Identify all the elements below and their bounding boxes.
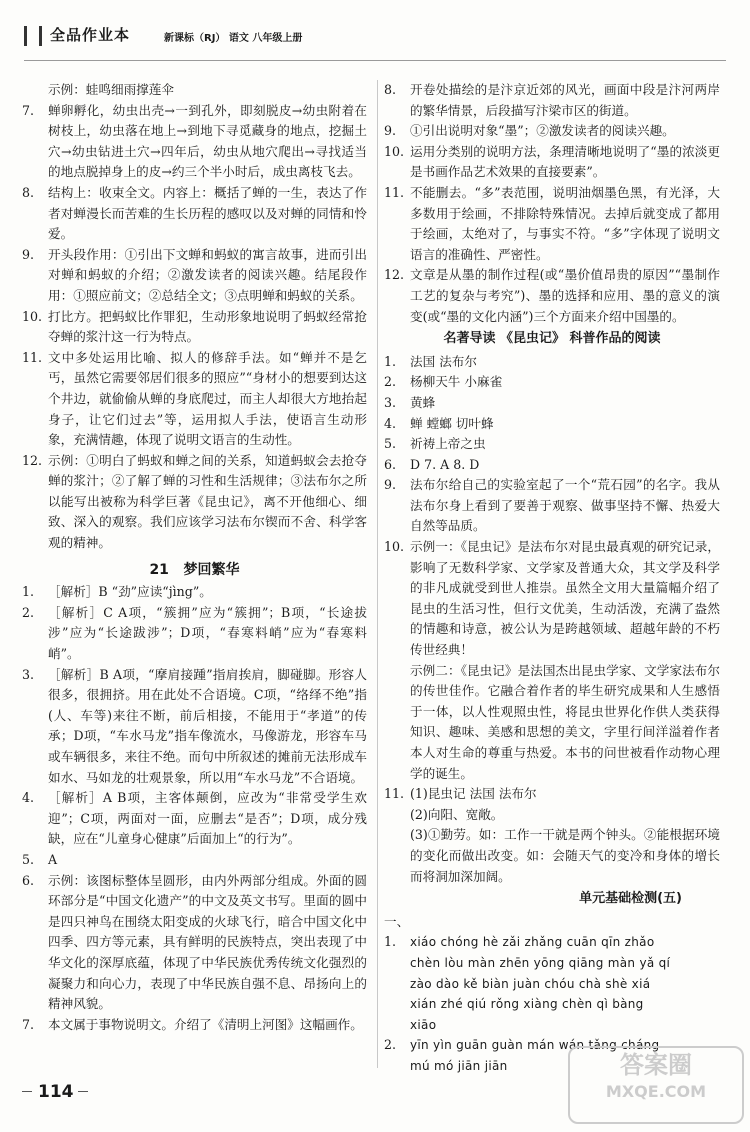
answer-number: 11. xyxy=(22,349,43,365)
pinyin-line: xián zhé qiú rǒng xiàng chèn qì bàng xyxy=(410,997,644,1012)
answer-text: 开卷处描绘的是汴京近郊的风光，画面中段是汴河两岸的繁华情景，后段描写汴梁市区的街道。 xyxy=(410,82,720,118)
answer-number: 6. xyxy=(22,872,35,888)
answer-item xyxy=(384,455,720,476)
answer-item xyxy=(22,582,367,603)
answer-item xyxy=(384,393,720,414)
answer-text: (1)昆虫记 法国 法布尔 xyxy=(410,786,537,802)
answer-item xyxy=(22,348,367,451)
unit-test-part: 一、 xyxy=(384,913,410,929)
answer-number: 10. xyxy=(384,143,405,159)
answer-item xyxy=(384,80,720,121)
pinyin-line: mú mó jiān jiān xyxy=(410,1058,508,1073)
answer-item xyxy=(22,665,367,789)
answer-item xyxy=(384,183,720,265)
answer-item xyxy=(22,80,367,101)
answer-number: 9. xyxy=(384,477,397,493)
answer-number: 1. xyxy=(22,584,35,600)
answer-item xyxy=(384,265,720,327)
answer-number: 11. xyxy=(384,786,405,802)
answer-number: 3. xyxy=(22,666,35,682)
answer-text: ［解析］A B项，主客体颠倒，应改为“非常受学生欢迎”；C项，两面对一面，应删去“是否”；D项，成分残缺，应在“儿童身心健康”后面加上“的行为”。 xyxy=(48,790,367,847)
pinyin-line: xiáo chóng hè zǎi zhǎng cuān qīn zhǎo xyxy=(410,935,655,950)
answer-number: 3. xyxy=(384,394,397,410)
book-subtitle: 新课标（RJ） 语文 八年级上册 xyxy=(164,33,303,44)
answer-text: ［解析］B “劲”应读“jìng”。 xyxy=(48,584,212,600)
answer-text: 示例：①明白了蚂蚁和蝉之间的关系，知道蚂蚁会去抢夺蝉的浆汁；②了解了蝉的习性和生活规律；③法布尔之所以能写出被称为科学巨著《昆虫记》，离不开他细心、细致、深入的观察。我们应该学习法布尔锲而不舍、科学客观的精神。 xyxy=(48,452,367,551)
answer-item xyxy=(22,603,367,665)
answer-text: 示例二：《昆虫记》是法国杰出昆虫学家、文学家法布尔的传世佳作。它融合着作者的毕生研究成果和人生感悟于一体，以人性观照虫性，将昆虫世界化作供人类获得知识、趣味、美感和思想的美文，字里行间洋溢着作者本人对生命的尊重与热爱。本书的问世被看作动物心理学的诞生。 xyxy=(410,662,720,781)
answer-number: 2. xyxy=(384,1037,397,1053)
pinyin-line: chèn lòu màn zhēn yōng qiāng màn yǎ qí xyxy=(410,955,671,970)
answer-text: 开头段作用：①引出下文蝉和蚂蚁的寓言故事，进而引出对蝉和蚂蚁的介绍；②激发读者的阅读兴趣。结尾段作用：①照应前文；②总结全文；③点明蝉和蚂蚁的关系。 xyxy=(48,246,367,303)
pinyin-line: zào dào kě biàn juàn chóu chà shè xiá xyxy=(410,976,651,991)
answer-number: 5. xyxy=(22,851,35,867)
answer-item xyxy=(384,784,720,805)
answer-number: 6. xyxy=(384,456,397,472)
pinyin-lines xyxy=(410,932,720,1035)
answer-number: 9. xyxy=(22,246,35,262)
answer-text: A xyxy=(48,851,58,867)
answer-item xyxy=(22,101,367,183)
answer-item xyxy=(384,352,720,373)
answer-item xyxy=(22,871,367,1015)
left-answer-list xyxy=(22,80,367,554)
answer-number: 12. xyxy=(22,452,43,468)
answer-item xyxy=(384,537,720,661)
answer-number: 4. xyxy=(384,415,397,431)
answer-item xyxy=(384,414,720,435)
unit-test-heading: 单元基础检测(五) xyxy=(579,891,682,907)
answer-item xyxy=(22,788,367,850)
answer-item xyxy=(384,121,720,142)
answer-item xyxy=(384,434,720,455)
answer-text: 黄蜂 xyxy=(410,394,436,410)
page-header xyxy=(24,20,726,61)
answer-text: D 7. A 8. D xyxy=(410,456,480,472)
watermark-sub: MXQE.COM xyxy=(605,1082,707,1101)
answer-number: 10. xyxy=(22,308,43,324)
answer-item xyxy=(384,661,720,785)
answer-text: 示例：该图标整体呈圆形，由内外两部分组成。外面的圆环部分是“中国文化遗产”的中文及英文书写。里面的圆中是四只神鸟在围绕太阳变成的火球飞行，暗合中国文化中四季、四方等元素，具有鲜明的民族特点，突出表现了中华文化的深厚底蕴，体现了中华民族优秀传统文化强烈的凝聚力和向心力，表现了中华民族自强不息、昂扬向上的精神风貌。 xyxy=(48,872,367,1012)
column-divider xyxy=(377,80,378,1068)
answer-number: 11. xyxy=(384,184,405,200)
answer-number: 1. xyxy=(384,353,397,369)
reading-answer-list xyxy=(384,352,720,887)
answer-number: 8. xyxy=(384,82,397,97)
right-answer-list xyxy=(384,80,720,327)
answer-number: 4. xyxy=(22,790,35,806)
answer-number: 9. xyxy=(384,123,397,139)
left-column xyxy=(22,80,367,1035)
answer-item xyxy=(22,307,367,348)
answer-item xyxy=(22,451,367,554)
answer-number: 10. xyxy=(384,539,405,555)
answer-number: 1. xyxy=(384,934,397,950)
brand-bracket-icon xyxy=(24,26,42,46)
answer-text: 运用分类别的说明方法，条理清晰地说明了“墨的浓淡更是书画作品艺术效果的直接要素”。 xyxy=(410,143,720,180)
answer-text: ［解析］C A项，“簇拥”应为“簇拥”；B项，“长途拔涉”应为“长途跋涉”；D项，“春寒料峭”应为“春寒料峭”。 xyxy=(48,604,367,662)
answer-text: 示例一：《昆虫记》是法布尔对昆虫最真观的研究记录，影响了无数科学家、文学家及普通大众，其文学及科学的非凡成就受到世人推崇。虽然全文用大量篇幅介绍了昆虫的生活习性，但行文优美，生动活泼，充满了盎然的情趣和诗意，被公认为是跨越领域、超越年龄的不朽传世经典！ xyxy=(410,539,720,658)
answer-text: ［解析］B A项，“摩肩接踵”指肩挨肩，脚碰脚。形容人很多，很拥挤。用在此处不合语境。C项，“络绎不绝”指(人、车等)来往不断，前后相接，不能用于“孝道”的传承；D项，“车水马龙”指车像流水，马像游龙，形容车马或车辆很多，来往不绝。而句中所叙述的摊前无法形成车如水、马如龙的壮观景象，所以用“车水马龙”不合语境。 xyxy=(48,666,367,785)
answer-text: ①引出说明对象“墨”；②激发读者的阅读兴趣。 xyxy=(410,123,675,139)
answer-number: 8. xyxy=(22,184,35,200)
answer-text: 杨柳天牛 小麻雀 xyxy=(410,374,503,390)
answer-item xyxy=(384,475,720,537)
answer-item xyxy=(384,142,720,183)
answer-item xyxy=(22,183,367,245)
answer-item xyxy=(22,1015,367,1036)
answer-item xyxy=(22,245,367,307)
answer-number: 7. xyxy=(22,1016,35,1032)
answer-number: 2. xyxy=(384,374,397,390)
answer-text: (2)向阳、宽敞。 xyxy=(410,806,504,822)
answer-text: 打比方。把蚂蚁比作罪犯，生动形象地说明了蚂蚁经常抢夺蝉的浆汁这一行为特点。 xyxy=(48,308,367,345)
watermark-main: 答案圈 xyxy=(620,1051,692,1079)
answer-number: 5. xyxy=(384,436,397,452)
answer-text: 文章是从墨的制作过程(或“墨价值昂贵的原因”“墨制作工艺的复杂与考究”)、墨的选择和应用、墨的意义的演变(或“墨的文化内涵”)三个方面来介绍中国墨的。 xyxy=(410,267,720,324)
section-21-heading xyxy=(22,560,367,581)
answer-number: 12. xyxy=(384,267,405,283)
answer-number: 2. xyxy=(22,604,35,620)
answer-text: 法布尔给自己的实验室起了一个“荒石园”的名字。我从法布尔身上看到了要善于观察、做事坚持不懈、热爱大自然等品质。 xyxy=(410,477,720,534)
reading-section-heading: 名著导读 《昆虫记》 科普作品的阅读 xyxy=(443,331,661,347)
right-column xyxy=(384,80,720,1077)
page-number-dash-right xyxy=(78,1091,88,1092)
brand-title: 全品作业本 xyxy=(50,26,131,44)
answer-text: 本文属于事物说明文。介绍了《清明上河图》这幅画作。 xyxy=(48,1016,363,1032)
answer-text: 蝉卵孵化，幼虫出壳→一到孔外，即刻脱皮→幼虫附着在树枝上，幼虫落在地上→到地下寻觅藏身的地点，挖掘土穴→幼虫钻进土穴→四年后，幼虫从地穴爬出→寻找适当的地点脱掉身上的皮→约三个半小时后，成虫离枝飞去。 xyxy=(48,102,367,180)
answer-text: 法国 法布尔 xyxy=(410,353,477,369)
answer-text: 结构上：收束全文。内容上：概括了蝉的一生，表达了作者对蝉漫长而苦难的生长历程的感叹以及对蝉的同情和怜爱。 xyxy=(48,184,367,242)
answer-item xyxy=(384,825,720,887)
section-number: 21 xyxy=(149,561,169,578)
answer-text: 不能删去。“多”表范围，说明油烟墨色黑，有光泽，大多数用于绘画，不排除特殊情况。去掉后就变成了都用于绘画，太绝对了，与事实不符。“多”字体现了说明文语言的准确性、严密性。 xyxy=(410,184,720,262)
watermark-logo xyxy=(568,1046,744,1124)
page-number: 114 xyxy=(38,1082,74,1102)
answer-item xyxy=(384,805,720,826)
answer-text: 示例：蛙鸣细雨撑莲伞 xyxy=(48,82,174,97)
answer-text: 文中多处运用比喻、拟人的修辞手法。如“蝉并不是乞丐，虽然它需要邻居们很多的照应”“身材小的想要到达这个井边，就偷偷从蝉的身底爬过，而主人却很大方地抬起身子，让它们过去”等，运用拟人手法，使语言生动形象，充满情趣，体现了说明文语言的生动性。 xyxy=(48,349,367,448)
pinyin-item xyxy=(384,932,720,1035)
pinyin-line: yīn yìn guān guàn mán wán tǎng cháng xyxy=(410,1038,660,1053)
answer-text: 蝉 螳螂 切叶蜂 xyxy=(410,415,494,431)
answer-text: 祈祷上帝之虫 xyxy=(410,436,486,452)
section-title: 梦回繁华 xyxy=(183,561,240,578)
answer-item xyxy=(22,850,367,871)
answer-number: 7. xyxy=(22,102,35,118)
answer-item xyxy=(384,372,720,393)
section-21-answer-list xyxy=(22,582,367,1035)
page-number-dash-left xyxy=(22,1091,32,1092)
answer-text: (3)①勤劳。如：工作一干就是两个钟头。②能根据环境的变化而做出改变。如：会随天气的变冷和身体的增长而将洞加深加阔。 xyxy=(410,827,720,884)
pinyin-line: xiāo xyxy=(410,1017,437,1032)
